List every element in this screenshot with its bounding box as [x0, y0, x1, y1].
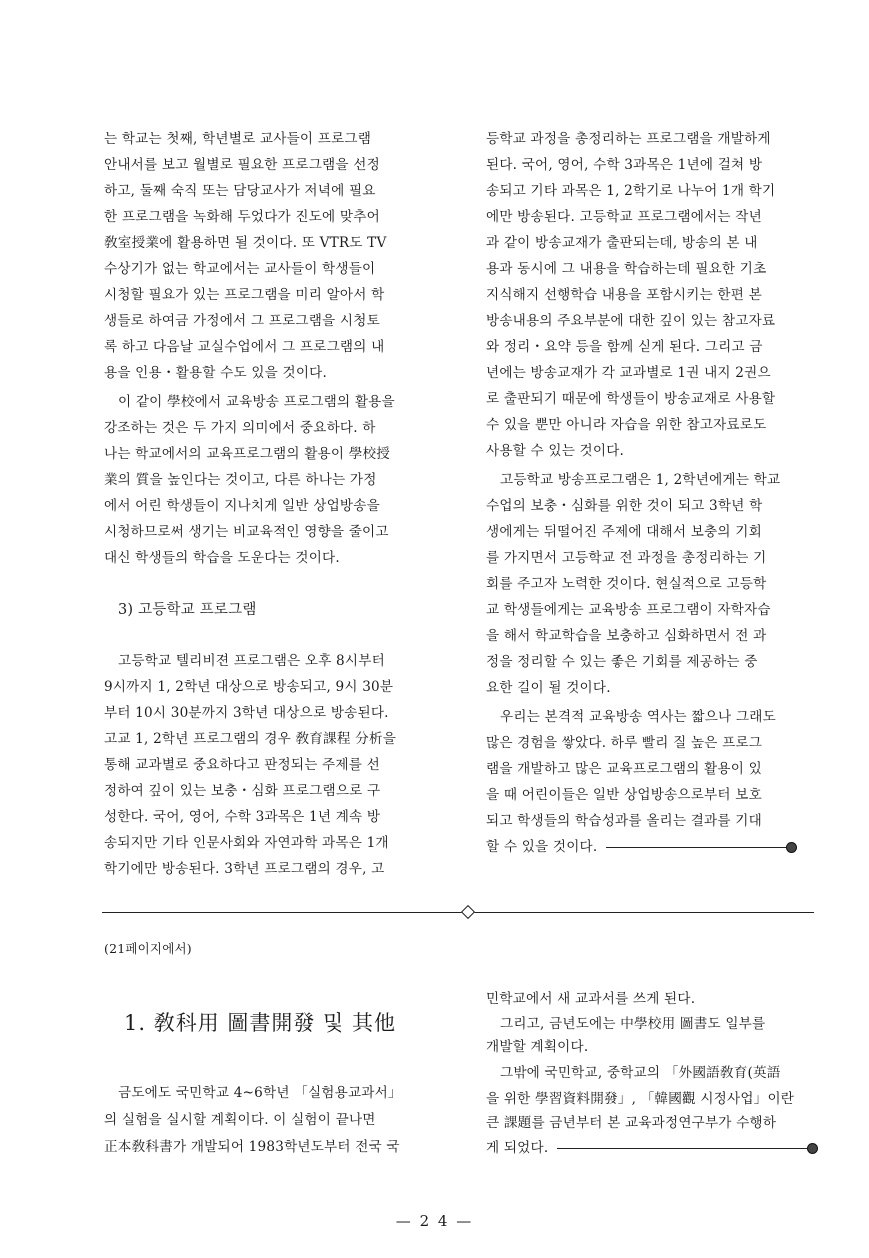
text-line: 많은 경험을 쌓았다. 하루 빨리 질 높은 프로그 — [486, 735, 763, 751]
text-line: 고등학교 방송프로그램은 1, 2학년에게는 학교 — [500, 472, 781, 488]
text-line: 敎室授業에 활용하면 될 것이다. 또 VTR도 TV — [104, 235, 387, 251]
text-line: 개발할 계획이다. — [486, 1039, 589, 1055]
text-line — [486, 1142, 818, 1156]
text-line: 통해 교과별로 중요하다고 판정되는 주제를 선 — [104, 757, 380, 773]
text-line: 성한다. 국어, 영어, 수학 3과목은 1년 계속 방 — [104, 809, 381, 825]
page-number: — 2 4 — — [395, 1212, 474, 1230]
text-line: 부터 10시 30분까지 3학년 대상으로 방송된다. — [104, 705, 389, 721]
text-line: 용과 동시에 그 내용을 학습하는데 필요한 기초 — [486, 261, 767, 277]
text-line: 생에게는 뒤떨어진 주제에 대해서 보충의 기회 — [486, 524, 762, 540]
text-line: 송되지만 기타 인문사회와 자연과학 과목은 1개 — [104, 835, 389, 851]
text-line: 우리는 본격적 교육방송 역사는 짧으나 그래도 — [500, 709, 776, 725]
text-line: 을 해서 학교학습을 보충하고 심화하면서 전 과 — [486, 628, 767, 644]
top-left-column — [104, 131, 456, 877]
end-mark-icon — [786, 842, 797, 853]
text-line: 9시까지 1, 2학년 대상으로 방송되고, 9시 30분 — [104, 679, 394, 695]
closing-text: 할 수 있을 것이다. — [486, 839, 598, 855]
text-line: 교 학생들에게는 교육방송 프로그램이 자학자습 — [486, 602, 771, 618]
text-line: 그리고, 금년도에는 中學校用 圖書도 일부를 — [500, 1016, 766, 1032]
top-right-column — [486, 133, 842, 873]
text-line: 과 같이 방송교재가 출판되는데, 방송의 본 내 — [486, 235, 758, 251]
text-line: 회를 주고자 노력한 것이다. 현실적으로 고등학 — [486, 576, 767, 592]
text-line: 하고, 둘째 숙직 또는 담당교사가 저녁에 필요 — [104, 183, 376, 199]
text-line: 나는 학교에서의 교육프로그램의 활용이 學校授 — [104, 446, 391, 462]
text-line: 을 위한 學習資料開發」, 「韓國觀 시정사업」이란 — [486, 1091, 795, 1107]
text-line: 되고 학생들의 학습성과를 올리는 결과를 기대 — [486, 813, 762, 829]
text-line: 학기에만 방송된다. 3학년 프로그램의 경우, 고 — [104, 861, 385, 877]
text-line: 강조하는 것은 두 가지 의미에서 중요하다. 하 — [104, 420, 376, 436]
section-title: 1. 敎科用 圖書開發 및 其他 — [124, 1011, 397, 1035]
text-line: 등학교 과정을 총정리하는 프로그램을 개발하게 — [486, 131, 771, 147]
closing-text: 게 되었다. — [486, 1140, 549, 1156]
text-line: 생들로 하여금 가정에서 그 프로그램을 시청토 — [104, 313, 380, 329]
text-line: 正本敎科書가 개발되어 1983학년도부터 전국 국 — [104, 1139, 400, 1155]
text-line: 시청하므로써 생기는 비교육적인 영향을 줄이고 — [104, 524, 389, 540]
text-line: 고교 1, 2학년 프로그램의 경우 敎育課程 分析을 — [104, 731, 397, 747]
text-line: 정하여 깊이 있는 보충・심화 프로그램으로 구 — [104, 783, 381, 799]
text-line: 램을 개발하고 많은 교육프로그램의 활용이 있 — [486, 761, 762, 777]
text-line: 년에는 방송교재가 각 교과별로 1권 내지 2권으 — [486, 365, 771, 381]
subsection-heading: 3) 고등학교 프로그램 — [118, 602, 257, 618]
text-line: 와 정리・요약 등을 함께 싣게 된다. 그리고 금 — [486, 339, 763, 355]
text-line: 민학교에서 새 교과서를 쓰게 된다. — [486, 991, 696, 1007]
text-line: 를 가지면서 고등학교 전 과정을 총정리하는 기 — [486, 550, 767, 566]
end-rule — [606, 847, 786, 848]
text-line: 용을 인용・활용할 수도 있을 것이다. — [104, 365, 328, 381]
text-line: 안내서를 보고 월별로 필요한 프로그램을 선정 — [104, 157, 380, 173]
text-line: 의 실험을 실시할 계획이다. 이 실험이 끝나면 — [104, 1112, 376, 1128]
continuation-note: (21페이지에서) — [104, 941, 192, 956]
text-line: 정을 정리할 수 있는 좋은 기회를 제공하는 중 — [486, 654, 758, 670]
text-line: 사용할 수 있는 것이다. — [486, 443, 625, 459]
text-line: 로 출판되기 때문에 학생들이 방송교재로 사용할 — [486, 391, 776, 407]
text-line: 금도에도 국민학교 4~6학년 「실험용교과서」 — [118, 1085, 402, 1101]
text-line: 고등학교 텔리비젼 프로그램은 오후 8시부터 — [118, 653, 385, 669]
text-line: 에서 어린 학생들이 지나치게 일반 상업방송을 — [104, 498, 380, 514]
text-line: 송되고 기타 과목은 1, 2학기로 나누어 1개 학기 — [486, 183, 776, 199]
bottom-left-column — [104, 1087, 456, 1177]
text-line: 대신 학생들의 학습을 도운다는 것이다. — [104, 550, 340, 566]
text-line: 요한 길이 될 것이다. — [486, 680, 611, 696]
bottom-right-column — [486, 993, 842, 1183]
end-rule — [557, 1148, 807, 1149]
text-line: 한 프로그램을 녹화해 두었다가 진도에 맞추어 — [104, 209, 380, 225]
text-line — [486, 841, 797, 855]
diamond-ornament-icon — [461, 905, 475, 919]
text-line: 그밖에 국민학교, 중학교의 「外國語敎育(英語 — [500, 1065, 781, 1081]
text-line: 수업의 보충・심화를 위한 것이 되고 3학년 학 — [486, 498, 763, 514]
text-line: 록 하고 다음날 교실수업에서 그 프로그램의 내 — [104, 339, 385, 355]
text-line: 수상기가 없는 학교에서는 교사들이 학생들이 — [104, 261, 376, 277]
text-line: 業의 質을 높인다는 것이고, 다른 하나는 가정 — [104, 472, 377, 488]
text-line: 을 때 어린이들은 일반 상업방송으로부터 보호 — [486, 787, 762, 803]
text-line: 큰 課題를 금년부터 본 교육과정연구부가 수행하 — [486, 1115, 777, 1131]
text-line: 에만 방송된다. 고등학교 프로그램에서는 작년 — [486, 209, 762, 225]
text-line: 시청할 필요가 있는 프로그램을 미리 알아서 학 — [104, 287, 385, 303]
text-line: 이 같이 學校에서 교육방송 프로그램의 활용을 — [118, 394, 395, 410]
text-line: 방송내용의 주요부분에 대한 깊이 있는 참고자료 — [486, 313, 776, 329]
end-mark-icon — [807, 1143, 818, 1154]
text-line: 지식해지 선행학습 내용을 포함시키는 한편 본 — [486, 287, 762, 303]
section-divider — [102, 912, 814, 913]
text-line: 된다. 국어, 영어, 수학 3과목은 1년에 걸쳐 방 — [486, 157, 763, 173]
text-line: 는 학교는 첫째, 학년별로 교사들이 프로그램 — [104, 131, 372, 147]
text-line: 수 있을 뿐만 아니라 자습을 위한 참고자료로도 — [486, 417, 767, 433]
